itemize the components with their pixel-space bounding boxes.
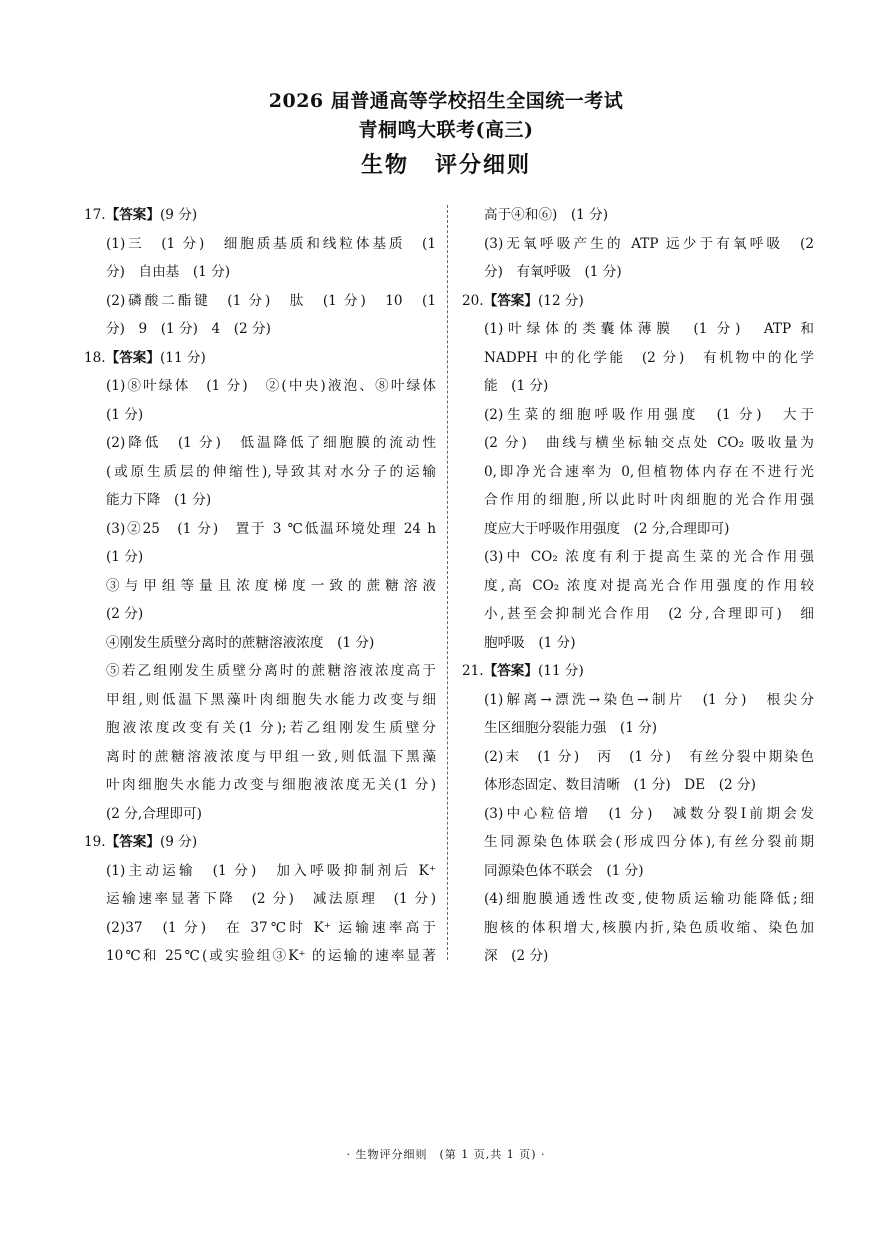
exam-subtitle: 青桐鸣大联考(高三) <box>358 119 534 141</box>
exam-title: 2026 届普通高等学校招生全国统一考试 <box>268 90 624 112</box>
question-score: (12 分) <box>538 292 584 309</box>
answer-line: (1)解离→漂洗→染色→制片 (1 分) 根尖分 <box>484 691 814 708</box>
answer-line: 高于④和⑥) (1 分) <box>484 207 609 223</box>
answer-label: 【答案】 <box>483 292 538 309</box>
answer-line: (3)无氧呼吸产生的 ATP 远少于有氧呼吸 (2 <box>484 235 814 252</box>
question-number: 21. <box>462 663 484 679</box>
answer-line: 胞核的体积增大,核膜内折,染色质收缩、染色加 <box>484 919 814 936</box>
question-number: 19. <box>84 834 106 850</box>
question-score: (11 分) <box>160 349 206 366</box>
answer-line: 分) 有氧呼吸 (1 分) <box>484 264 622 280</box>
right-column <box>462 201 814 971</box>
answer-line: 分) 9 (1 分) 4 (2 分) <box>106 321 271 337</box>
answer-line: (1)⑧叶绿体 (1 分) ②(中央)液泡、⑧叶绿体 <box>106 378 436 394</box>
answer-line: 叶肉细胞失水能力改变与细胞液浓度无关(1 分) <box>106 777 436 793</box>
question-number: 18. <box>84 349 106 366</box>
answer-label: 【答案】 <box>105 834 160 850</box>
question-number: 17. <box>84 207 106 223</box>
answer-line: 度,高 CO₂ 浓度对提高光合作用强度的作用较 <box>484 577 814 594</box>
question-heading <box>84 201 436 230</box>
answer-line: (1)主动运输 (1 分) 加入呼吸抑制剂后 K⁺ <box>106 862 436 879</box>
answer-line: 小,甚至会抑制光合作用 (2 分,合理即可) 细 <box>484 606 814 622</box>
answer-line: 能 (1 分) <box>484 378 549 394</box>
answer-line: NADPH 中的化学能 (2 分) 有机物中的化学 <box>484 349 814 366</box>
answer-line: 度应大于呼吸作用强度 (2 分,合理即可) <box>484 520 730 537</box>
answer-line: (4)细胞膜通透性改变,使物质运输功能降低;细 <box>484 891 814 907</box>
page-footer: · 生物评分细则 (第 1 页,共 1 页) · <box>346 1148 546 1161</box>
left-column <box>84 201 436 971</box>
column-divider <box>447 205 448 960</box>
question-score: (9 分) <box>160 207 198 223</box>
answer-line: (2)37 (1 分) 在 37℃时 K⁺ 运输速率高于 <box>106 919 436 936</box>
answer-line: 甲组,则低温下黑藻叶肉细胞失水能力改变与细 <box>106 691 436 708</box>
answer-line: 同源染色体不联会 (1 分) <box>484 862 644 879</box>
answer-line: 胞呼吸 (1 分) <box>484 634 576 651</box>
answer-line: ③与甲组等量且浓度梯度一致的蔗糖溶液 <box>106 577 436 594</box>
answer-line: (2 分) 曲线与横坐标轴交点处 CO₂ 吸收量为 <box>484 435 814 451</box>
question-heading <box>462 287 814 316</box>
question-heading <box>462 657 814 686</box>
answer-line: 10℃和 25℃(或实验组③K⁺ 的运输的速率显著 <box>106 948 436 964</box>
answer-line: 体形态固定、数目清晰 (1 分) DE (2 分) <box>484 777 756 793</box>
answer-line: 合作用的细胞,所以此时叶肉细胞的光合作用强 <box>484 492 814 508</box>
answer-line: (1)三 (1 分) 细胞质基质和线粒体基质 (1 <box>106 235 436 252</box>
answer-line: ⑤若乙组刚发生质壁分离时的蔗糖溶液浓度高于 <box>106 663 436 679</box>
answer-line: (2)生菜的细胞呼吸作用强度 (1 分) 大于 <box>484 406 814 423</box>
answer-line: (3)②25 (1 分) 置于 3 ℃低温环境处理 24 h <box>106 520 436 537</box>
answer-line: 生区细胞分裂能力强 (1 分) <box>484 720 658 736</box>
answer-line: (1 分) <box>106 549 144 565</box>
question-score: (9 分) <box>160 834 198 850</box>
answer-line: 分) 自由基 (1 分) <box>106 264 231 280</box>
answer-line: 离时的蔗糖溶液浓度与甲组一致,则低温下黑藻 <box>106 748 436 765</box>
question-score: (11 分) <box>538 663 584 679</box>
rubric-label: 评分细则 <box>435 152 532 178</box>
answer-label: 【答案】 <box>483 663 538 679</box>
answer-line: 0,即净光合速率为 0,但植物体内存在不进行光 <box>484 463 814 480</box>
answer-line: (1)叶绿体的类囊体薄膜 (1 分) ATP 和 <box>484 321 814 337</box>
answer-line: (1 分) <box>106 406 144 423</box>
answer-line: 深 (2 分) <box>484 948 549 964</box>
answer-label: 【答案】 <box>105 349 160 366</box>
answer-line: ④刚发生质壁分离时的蔗糖溶液浓度 (1 分) <box>106 634 375 651</box>
answer-line: (或原生质层的伸缩性),导致其对水分子的运输 <box>106 463 436 480</box>
subject-label: 生物 <box>360 152 409 178</box>
answer-line: (2 分,合理即可) <box>106 805 202 822</box>
question-number: 20. <box>462 292 484 309</box>
answer-line: 胞液浓度改变有关(1 分);若乙组刚发生质壁分 <box>106 720 436 736</box>
answer-line: (3)中心粒倍增 (1 分) 减数分裂Ⅰ前期会发 <box>484 805 814 822</box>
answer-line: (2)末 (1 分) 丙 (1 分) 有丝分裂中期染色 <box>484 748 814 765</box>
answer-line: (2)降低 (1 分) 低温降低了细胞膜的流动性 <box>106 435 436 451</box>
answer-line: (2)磷酸二酯键 (1 分) 肽 (1 分) 10 (1 <box>106 292 436 309</box>
answer-line: 生同源染色体联会(形成四分体),有丝分裂前期 <box>484 834 814 850</box>
page-title <box>0 148 892 179</box>
question-heading <box>84 828 436 857</box>
answer-line: 运输速率显著下降 (2 分) 减法原理 (1 分) <box>106 891 436 907</box>
answer-label: 【答案】 <box>105 207 160 223</box>
answer-line: (2 分) <box>106 606 144 622</box>
answer-line: 能力下降 (1 分) <box>106 492 212 508</box>
answer-line: (3)中 CO₂ 浓度有利于提高生菜的光合作用强 <box>484 549 814 565</box>
question-heading <box>84 344 436 373</box>
